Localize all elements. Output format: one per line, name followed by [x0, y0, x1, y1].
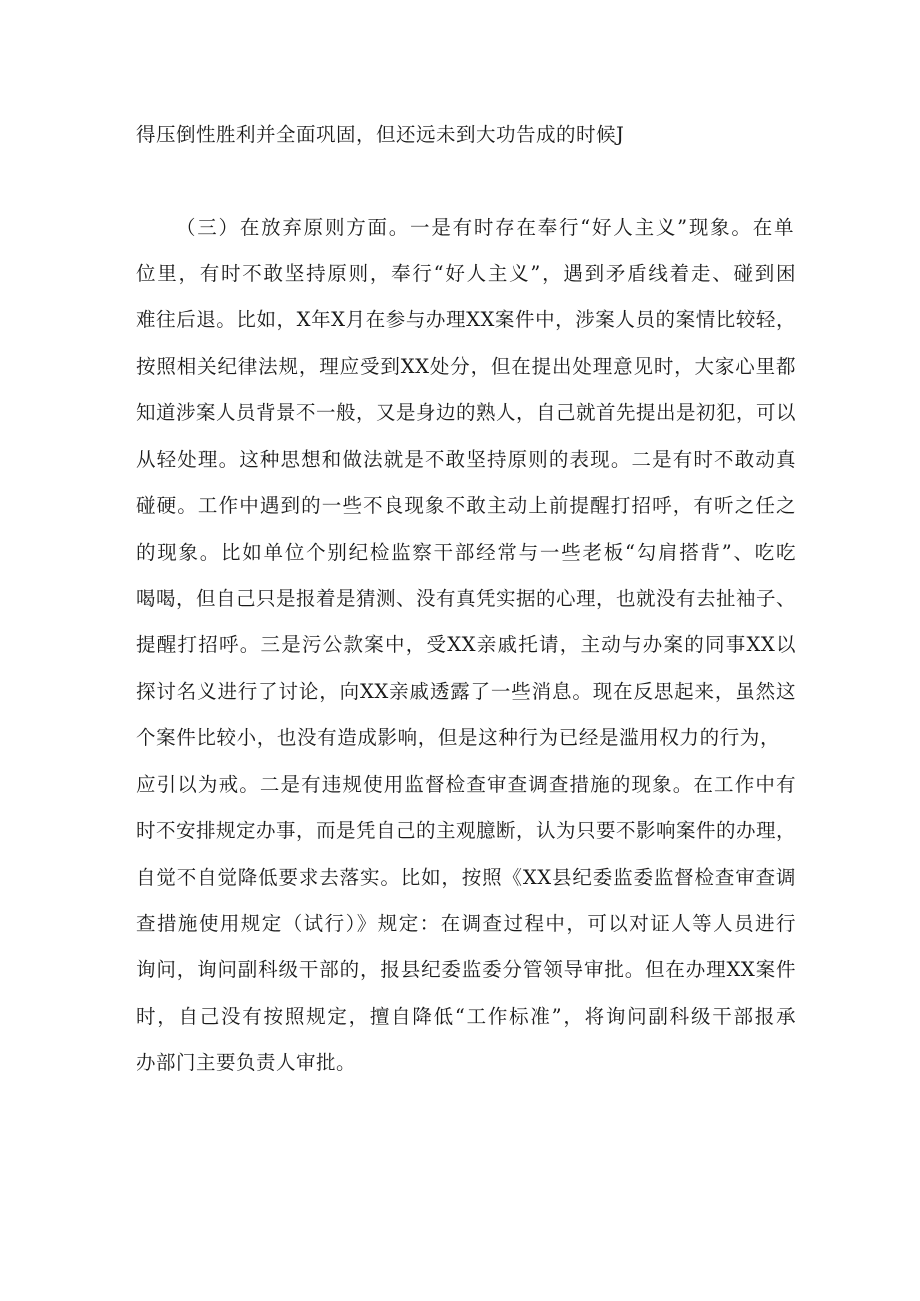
- text-line-16: 自觉不自觉降低要求去落实。比如，按照《XX县纪委监委监督检查审查调: [136, 866, 796, 889]
- text-line-6: 知道涉案人员背景不一般，又是身边的熟人，自己就首先提出是初犯，可以: [136, 401, 797, 424]
- text-line-12: 探讨名义进行了讨论，向XX亲戚透露了一些消息。现在反思起来，虽然这: [136, 680, 796, 703]
- text-line-5: 按照相关纪律法规，理应受到XX处分，但在提出处理意见时，大家心里都: [136, 355, 796, 378]
- text-line-8: 碰硬。工作中遇到的一些不良现象不敢主动上前提醒打招呼，有听之任之: [136, 494, 796, 517]
- text-line-9: 的现象。比如单位个别纪检监察干部经常与一些老板“勾肩搭背”、吃吃: [136, 541, 796, 564]
- text-line-7: 从轻处理。这种思想和做法就是不敢坚持原则的表现。二是有时不敢动真: [136, 448, 796, 471]
- text-line-17: 查措施使用规定（试行）》规定：在调查过程中，可以对证人等人员进行: [136, 912, 796, 935]
- text-line-4: 难往后退。比如，X年X月在参与办理XX案件中，涉案人员的案情比较轻，: [136, 308, 796, 331]
- text-line-20: 办部门主要负责人审批。: [136, 1051, 357, 1074]
- text-line-10: 喝喝，但自己只是报着是猜测、没有真凭实据的心理，也就没有去扯袖子、: [136, 587, 797, 610]
- text-line-11: 提醒打招呼。三是污公款案中，受XX亲戚托请，主动与办案的同事XX以: [136, 633, 796, 656]
- text-line-3: 位里，有时不敢坚持原则，奉行“好人主义”，遇到矛盾线着走、碰到困: [136, 262, 796, 285]
- text-line-13: 个案件比较小，也没有造成影响，但是这种行为已经是滥用权力的行为，: [136, 726, 780, 749]
- text-line-2: （三）在放弃原则方面。一是有时存在奉行“好人主义”现象。在单: [176, 216, 794, 239]
- text-line-1: 得压倒性胜利并全面巩固，但还远未到大功告成的时候J: [136, 123, 625, 146]
- text-line-18: 询问，询问副科级干部的，报县纪委监委分管领导审批。但在办理XX案件: [136, 958, 796, 981]
- text-line-15: 时不安排规定办事，而是凭自己的主观臆断，认为只要不影响案件的办理，: [136, 819, 797, 842]
- text-line-19: 时，自己没有按照规定，擅自降低“工作标准”，将询问副科级干部报承: [136, 1005, 796, 1028]
- text-line-14: 应引以为戒。二是有违规使用监督检查审查调查措施的现象。在工作中有: [136, 773, 796, 796]
